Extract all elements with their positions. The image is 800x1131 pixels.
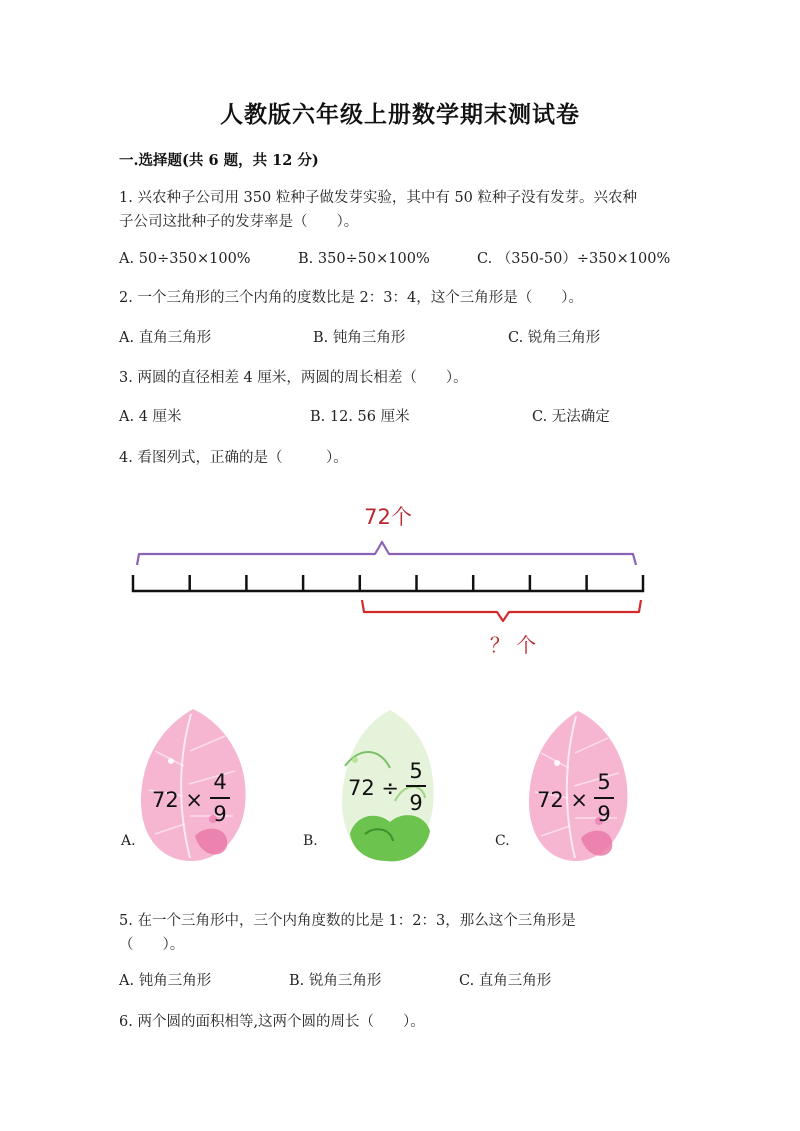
q4-option-b-label[interactable]: B.	[303, 833, 318, 849]
page-title: 人教版六年级上册数学期末测试卷	[220, 101, 580, 128]
q4-b-numerator: 5	[409, 759, 423, 783]
question-6: 6. 两个圆的面积相等,这两个圆的周长（ ）。	[119, 1014, 425, 1030]
q4-c-numerator: 5	[597, 770, 611, 794]
unknown-brace	[362, 600, 641, 621]
question-1-line-2: 子公司这批种子的发芽率是（ ）。	[119, 214, 359, 230]
question-4: 4. 看图列式，正确的是（ ）。	[119, 450, 348, 466]
q3-option-a[interactable]: A. 4 厘米	[119, 409, 182, 425]
q5-option-b[interactable]: B. 锐角三角形	[289, 973, 382, 989]
unknown-label: ？ 个	[489, 633, 537, 657]
q4-option-b-leaf[interactable]	[335, 706, 440, 866]
q4-b-expr-left: 72 ÷	[348, 776, 399, 800]
question-5-line-2: （ ）。	[119, 937, 185, 953]
q1-option-a[interactable]: A. 50÷350×100%	[119, 251, 251, 267]
q2-option-c[interactable]: C. 锐角三角形	[508, 330, 601, 346]
q4-option-c-leaf[interactable]	[523, 708, 635, 866]
q4-a-numerator: 4	[213, 770, 227, 794]
q2-option-a[interactable]: A. 直角三角形	[119, 330, 212, 346]
tick-marks	[133, 575, 643, 592]
section-heading: 一.选择题(共 6 题，共 12 分)	[119, 152, 319, 169]
q4-option-c-label[interactable]: C.	[495, 833, 510, 849]
total-label: 72个	[364, 505, 412, 529]
q4-a-denominator: 9	[213, 802, 227, 826]
q3-option-c[interactable]: C. 无法确定	[532, 409, 610, 425]
q4-c-expr-left: 72 ×	[537, 788, 588, 812]
q1-option-c[interactable]: C. （350-50）÷350×100%	[477, 251, 671, 267]
q4-option-a-leaf[interactable]	[135, 706, 255, 866]
q5-option-c[interactable]: C. 直角三角形	[459, 973, 552, 989]
q5-option-a[interactable]: A. 钝角三角形	[119, 973, 212, 989]
question-1-line-1: 1. 兴农种子公司用 350 粒种子做发芽实验，其中有 50 粒种子没有发芽。兴农种	[119, 190, 638, 206]
q4-b-denominator: 9	[409, 791, 423, 815]
line-segment-diagram	[125, 495, 655, 670]
question-2: 2. 一个三角形的三个内角的度数比是 2：3：4，这个三角形是（ ）。	[119, 290, 583, 306]
question-5-line-1: 5. 在一个三角形中，三个内角度数的比是 1：2：3，那么这个三角形是	[119, 913, 576, 929]
question-3: 3. 两圆的直径相差 4 厘米，两圆的周长相差（ ）。	[119, 370, 468, 386]
q4-c-denominator: 9	[597, 802, 611, 826]
q3-option-b[interactable]: B. 12. 56 厘米	[310, 409, 410, 425]
q2-option-b[interactable]: B. 钝角三角形	[313, 330, 406, 346]
q4-option-a-label[interactable]: A.	[121, 833, 136, 849]
total-brace	[137, 542, 636, 565]
q4-a-expr-left: 72 ×	[152, 788, 203, 812]
q1-option-b[interactable]: B. 350÷50×100%	[298, 251, 430, 267]
question-1	[119, 186, 637, 234]
question-5	[119, 909, 576, 957]
